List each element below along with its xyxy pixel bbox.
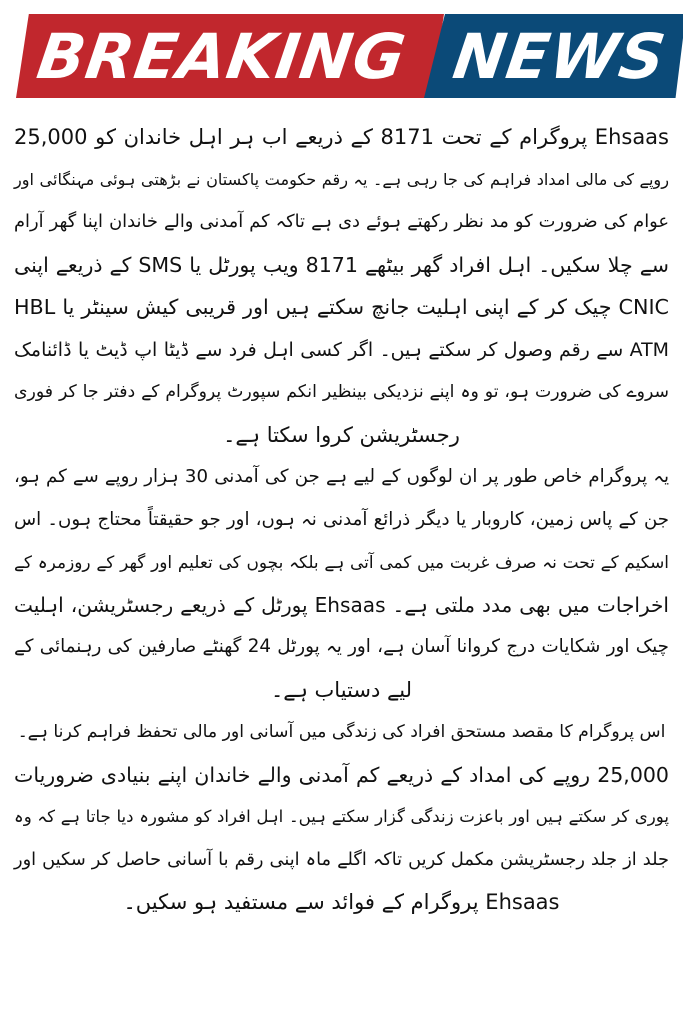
text-line: جن کے پاس زمین، کاروبار یا دیگر ذرائع آمدنی نہ ہوں، اور جو حقیقتاً محتاج ہوں۔ اس: [14, 508, 669, 530]
banner-word-news: NEWS: [448, 20, 671, 93]
text-line: رجسٹریشن کروا سکتا ہے۔: [223, 422, 460, 447]
text-line: اخراجات میں بھی مدد ملتی ہے۔ Ehsaas پورٹل کے ذریعے رجسٹریشن، اہلیت: [14, 592, 669, 617]
paragraph: [14, 711, 669, 924]
text-line: اسکیم کے تحت نہ صرف غربت میں کمی آتی ہے بلکہ بچوں کی تعلیم اور گھر کے روزمرہ کے: [14, 552, 669, 572]
text-line: پوری کر سکتے ہیں اور باعزت زندگی گزار سکتے ہیں۔ اہل افراد کو مشورہ دیا جاتا ہے کہ وہ: [14, 807, 669, 826]
text-line: Ehsaas پروگرام کے تحت 8171 کے ذریعے اب ہر اہل خاندان کو 25,000: [14, 125, 669, 149]
paragraph: [14, 456, 669, 711]
text-line: یہ پروگرام خاص طور پر ان لوگوں کے لیے ہے جن کی آمدنی 30 ہزار روپے سے کم ہو،: [14, 466, 669, 487]
text-line: عوام کی ضرورت کو مد نظر رکھتے ہوئے دی ہے تاکہ کم آمدنی والے خاندان اپنا گھر آرام: [14, 211, 669, 232]
text-line: 25,000 روپے کی امداد کے ذریعے کم آمدنی والے خاندان اپنے بنیادی ضروریات: [14, 762, 669, 787]
text-line: ATM سے رقم وصول کر سکتے ہیں۔ اگر کسی اہل فرد سے ڈیٹا اپ ڈیٹ یا ڈائنامک: [14, 338, 669, 361]
text-line: Ehsaas پروگرام کے فوائد سے مستفید ہو سکیں۔: [123, 890, 560, 914]
text-line: CNIC چیک کر کے اپنی اہلیت جانچ سکتے ہیں اور قریبی کیش سینٹر یا HBL: [14, 295, 669, 319]
paragraph: [14, 116, 669, 456]
text-line: روپے کی مالی امداد فراہم کی جا رہی ہے۔ یہ رقم حکومت پاکستان نے بڑھتی ہوئی مہنگائی اور: [14, 169, 669, 189]
article-body: [14, 116, 669, 924]
text-line: سروے کی ضرورت ہو، تو وہ اپنے نزدیکی بینظیر انکم سپورٹ پروگرام کے دفتر جا کر فوری: [14, 382, 669, 402]
breaking-news-banner: [16, 14, 671, 98]
text-line: جلد از جلد رجسٹریشن مکمل کریں تاکہ اگلے ماہ اپنی رقم با آسانی حاصل کر سکیں اور: [14, 849, 669, 870]
text-line: اس پروگرام کا مقصد مستحق افراد کی زندگی میں آسانی اور مالی تحفظ فراہم کرنا ہے۔: [17, 722, 666, 742]
banner-word-breaking: BREAKING: [32, 20, 411, 93]
text-line: لیے دستیاب ہے۔: [270, 677, 413, 702]
text-line: سے چلا سکیں۔ اہل افراد گھر بیٹھے 8171 ویب پورٹل یا SMS کے ذریعے اپنی: [14, 252, 669, 277]
text-line: چیک اور شکایات درج کروانا آسان ہے، اور یہ پورٹل 24 گھنٹے صارفین کی رہنمائی کے: [14, 636, 669, 657]
